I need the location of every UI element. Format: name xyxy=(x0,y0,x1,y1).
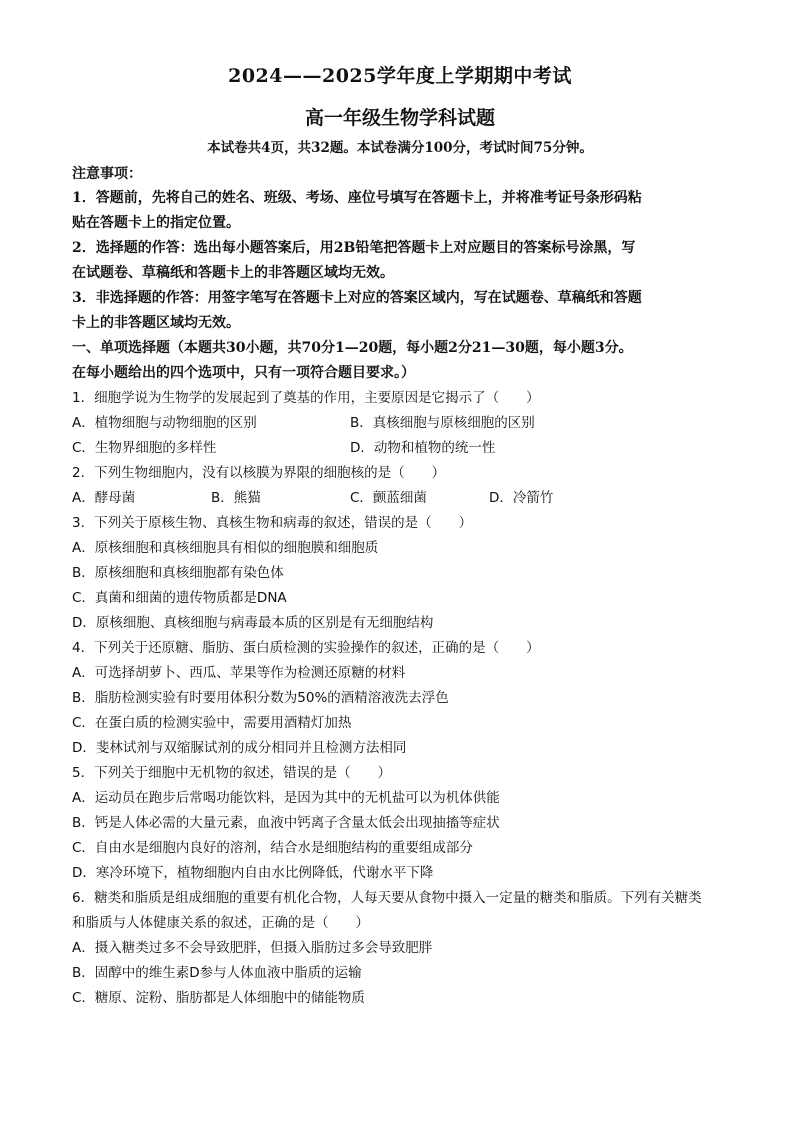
question-4-option-b: B．脂肪检测实验有时要用体积分数为50%的酒精溶液洗去浮色 xyxy=(72,690,449,706)
question-2-option-c: C．颤蓝细菌 xyxy=(350,490,427,506)
question-5-option-d: D．寒冷环境下，植物细胞内自由水比例降低，代谢水平下降 xyxy=(72,865,434,881)
notice-heading: 注意事项： xyxy=(72,166,142,182)
question-1-option-d: D．动物和植物的统一性 xyxy=(350,440,496,456)
subject-title: 高一年级生物学科试题 xyxy=(304,107,495,129)
question-3-option-d: D．原核细胞、真核细胞与病毒最本质的区别是有无细胞结构 xyxy=(72,615,434,631)
exam-title: 2024——2025学年度上学期期中考试 xyxy=(228,65,572,87)
section-heading: 一、单项选择题（本题共30小题，共70分1—20题，每小题2分21—30题，每小题3分。 xyxy=(72,340,633,356)
notice-line: 2．选择题的作答：选出每小题答案后，用2B铅笔把答题卡上对应题目的答案标号涂黑，写 xyxy=(72,240,636,256)
question-6-option-b: B．固醇中的维生素D参与人体血液中脂质的运输 xyxy=(72,965,362,981)
question-4-option-d: D．斐林试剂与双缩脲试剂的成分相同并且检测方法相同 xyxy=(72,740,407,756)
question-6-stem: 6．糖类和脂质是组成细胞的重要有机化合物，人每天要从食物中摄入一定量的糖类和脂质。下列有关糖类 xyxy=(72,890,702,906)
question-1-option-a: A．植物细胞与动物细胞的区别 xyxy=(72,415,257,431)
question-5-option-a: A．运动员在跑步后常喝功能饮料，是因为其中的无机盐可以为机体供能 xyxy=(72,790,500,806)
question-2-option-a: A．酵母菌 xyxy=(72,490,136,506)
question-4-option-c: C．在蛋白质的检测实验中，需要用酒精灯加热 xyxy=(72,715,352,731)
exam-info: 本试卷共4页，共32题。本试卷满分100分，考试时间75分钟。 xyxy=(207,140,593,156)
question-3-option-a: A．原核细胞和真核细胞具有相似的细胞膜和细胞质 xyxy=(72,540,379,556)
question-2-stem: 2．下列生物细胞内，没有以核膜为界限的细胞核的是（ ） xyxy=(72,465,446,481)
question-1-options-row2 xyxy=(72,436,728,461)
question-2-option-d: D．冷箭竹 xyxy=(489,490,554,506)
question-1-option-c: C．生物界细胞的多样性 xyxy=(72,440,217,456)
question-4-stem: 4．下列关于还原糖、脂肪、蛋白质检测的实验操作的叙述，正确的是（ ） xyxy=(72,640,540,656)
question-1-option-b: B．真核细胞与原核细胞的区别 xyxy=(350,415,535,431)
notice-line: 1．答题前，先将自己的姓名、班级、考场、座位号填写在答题卡上，并将准考证号条形码粘 xyxy=(72,190,642,206)
notice-line: 在试题卷、草稿纸和答题卡上的非答题区域均无效。 xyxy=(72,265,394,281)
question-1-stem: 1．细胞学说为生物学的发展起到了奠基的作用，主要原因是它揭示了（ ） xyxy=(72,390,540,406)
notice-line: 卡上的非答题区域均无效。 xyxy=(72,315,240,331)
exam-page xyxy=(72,62,728,1011)
question-1-options-row1 xyxy=(72,411,728,436)
question-2-option-b: B．熊猫 xyxy=(211,490,261,506)
question-5-option-b: B．钙是人体必需的大量元素，血液中钙离子含量太低会出现抽搐等症状 xyxy=(72,815,500,831)
section-heading-cont: 在每小题给出的四个选项中，只有一项符合题目要求。） xyxy=(72,365,415,381)
question-6-stem-cont: 和脂质与人体健康关系的叙述，正确的是（ ） xyxy=(72,915,369,931)
question-6-option-c: C．糖原、淀粉、脂肪都是人体细胞中的储能物质 xyxy=(72,990,365,1006)
question-5-option-c: C．自由水是细胞内良好的溶剂，结合水是细胞结构的重要组成部分 xyxy=(72,840,473,856)
question-2-options xyxy=(72,486,728,511)
notice-line: 贴在答题卡上的指定位置。 xyxy=(72,215,240,231)
question-3-option-c: C．真菌和细菌的遗传物质都是DNA xyxy=(72,590,287,606)
question-3-stem: 3．下列关于原核生物、真核生物和病毒的叙述，错误的是（ ） xyxy=(72,515,473,531)
question-3-option-b: B．原核细胞和真核细胞都有染色体 xyxy=(72,565,284,581)
question-6-option-a: A．摄入糖类过多不会导致肥胖，但摄入脂肪过多会导致肥胖 xyxy=(72,940,433,956)
question-4-option-a: A．可选择胡萝卜、西瓜、苹果等作为检测还原糖的材料 xyxy=(72,665,406,681)
question-5-stem: 5．下列关于细胞中无机物的叙述，错误的是（ ） xyxy=(72,765,392,781)
notice-line: 3．非选择题的作答：用签字笔写在答题卡上对应的答案区域内，写在试题卷、草稿纸和答题 xyxy=(72,290,642,306)
